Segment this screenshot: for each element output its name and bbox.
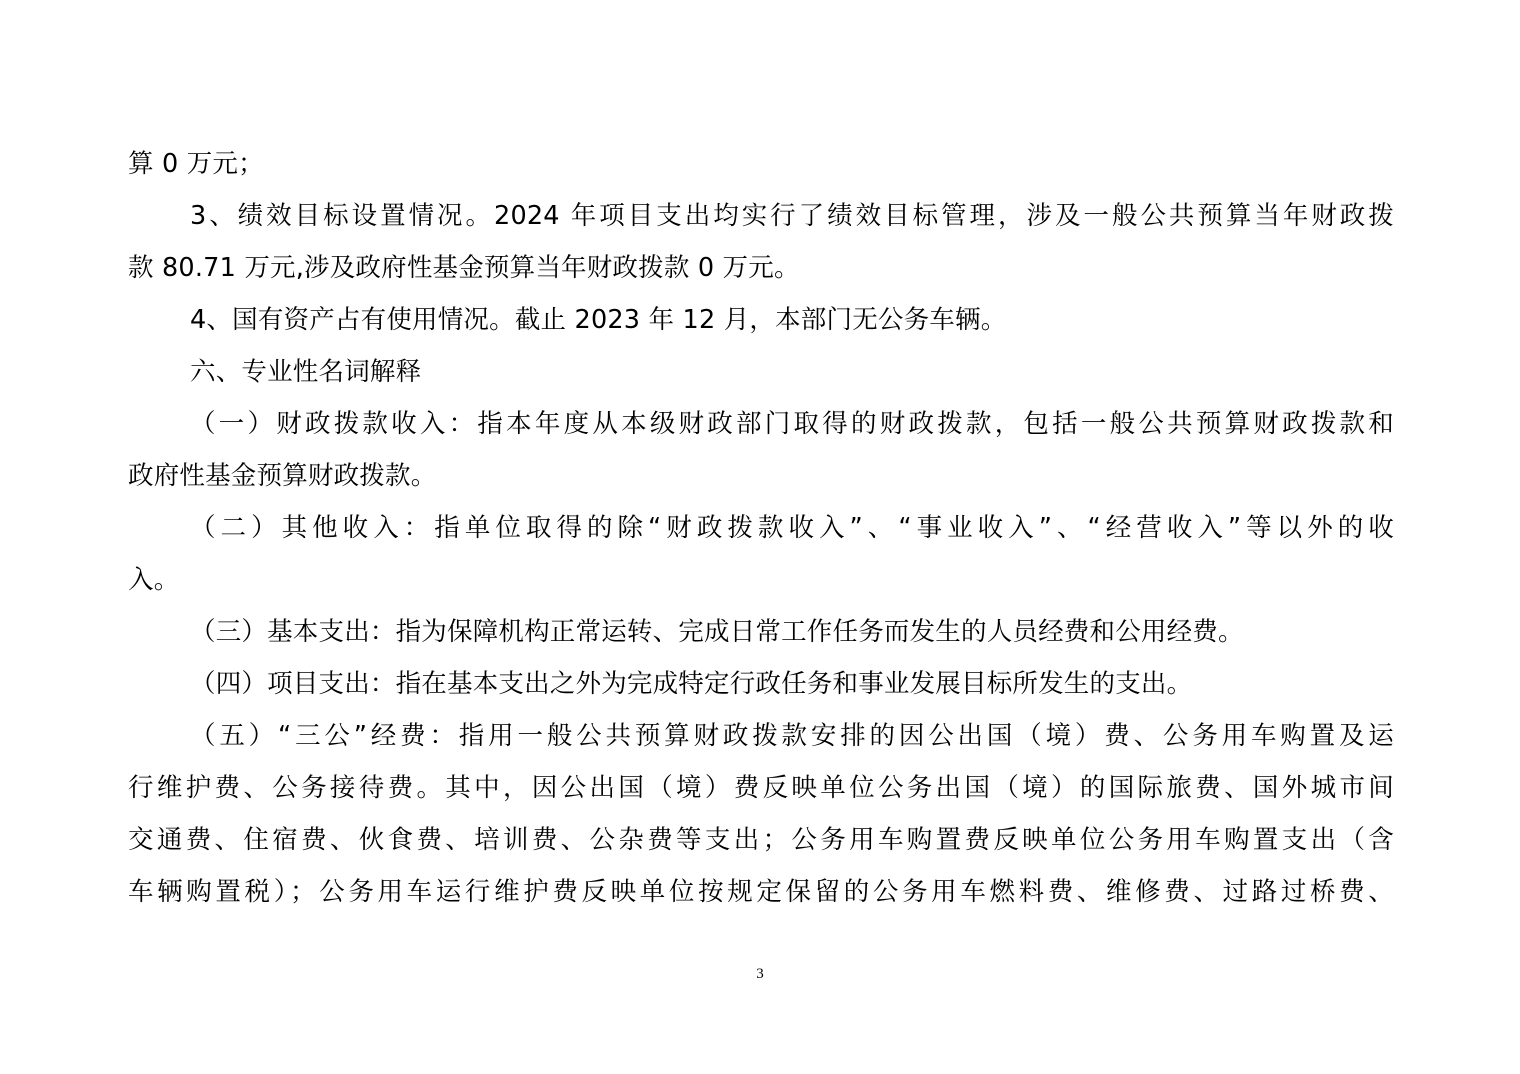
text-line: 政府性基金预算财政拨款。 (128, 461, 437, 491)
text-line: 行维护费、公务接待费。其中，因公出国（境）费反映单位公务出国（境）的国际旅费、国外城市间 (128, 773, 1394, 803)
text-line: 入。 (128, 565, 180, 595)
text-line: 3、绩效目标设置情况。2024 年项目支出均实行了绩效目标管理，涉及一般公共预算当年财政拨 (190, 201, 1394, 231)
text-line: （五）“三公”经费：指用一般公共预算财政拨款安排的因公出国（境）费、公务用车购置及运 (190, 721, 1394, 751)
section-heading: 六、专业性名词解释 (190, 357, 422, 387)
text-line: （四）项目支出：指在基本支出之外为完成特定行政任务和事业发展目标所发生的支出。 (190, 669, 1193, 699)
text-line: （三）基本支出：指为保障机构正常运转、完成日常工作任务而发生的人员经费和公用经费。 (190, 617, 1244, 647)
text-line: （二）其他收入：指单位取得的除“财政拨款收入”、“事业收入”、“经营收入”等以外的收 (190, 513, 1394, 543)
text-line: 交通费、住宿费、伙食费、培训费、公杂费等支出；公务用车购置费反映单位公务用车购置支出（含 (128, 825, 1394, 855)
body-text (128, 138, 1394, 918)
page-number: 3 (756, 966, 764, 982)
text-line: 款 80.71 万元,涉及政府性基金预算当年财政拨款 0 万元。 (128, 253, 800, 283)
text-line: （一）财政拨款收入：指本年度从本级财政部门取得的财政拨款，包括一般公共预算财政拨款和 (190, 409, 1394, 439)
text-line: 4、国有资产占有使用情况。截止 2023 年 12 月，本部门无公务车辆。 (190, 305, 1007, 335)
text-line: 车辆购置税）；公务用车运行维护费反映单位按规定保留的公务用车燃料费、维修费、过路过桥费、 (128, 877, 1394, 907)
text-line: 算 0 万元； (128, 149, 264, 179)
